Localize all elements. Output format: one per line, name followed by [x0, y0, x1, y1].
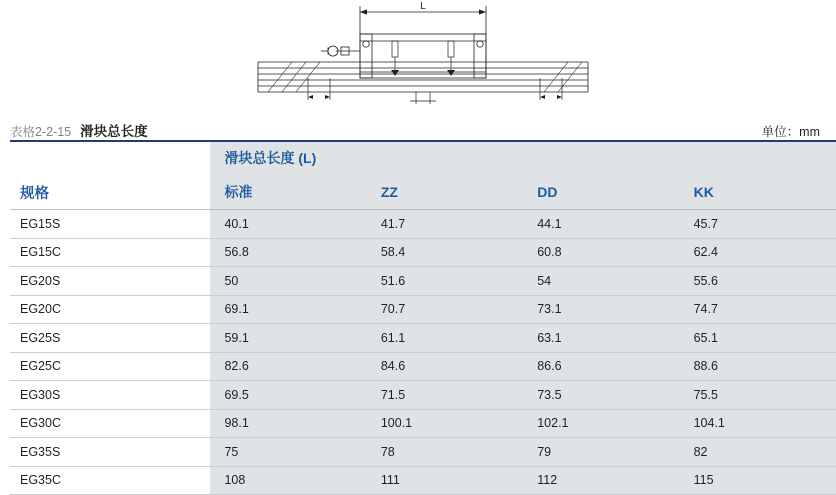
table-row [10, 324, 836, 353]
cell-spec: EG35C [10, 466, 210, 495]
cell-zz: 51.6 [367, 267, 523, 296]
technical-drawing [0, 0, 836, 112]
cell-dd: 73.1 [523, 295, 679, 324]
cell-kk: 104.1 [680, 409, 836, 438]
cell-dd: 63.1 [523, 324, 679, 353]
header-spec: 规格 [10, 175, 210, 210]
table-caption-row [0, 112, 836, 140]
cell-dd: 73.5 [523, 381, 679, 410]
cell-spec: EG25S [10, 324, 210, 353]
header-group-blank [10, 141, 210, 175]
cell-kk: 82 [680, 438, 836, 467]
cell-spec: EG20C [10, 295, 210, 324]
cell-spec: EG30S [10, 381, 210, 410]
cell-kk: 62.4 [680, 238, 836, 267]
cell-spec: EG25C [10, 352, 210, 381]
cell-zz: 70.7 [367, 295, 523, 324]
header-col-standard: 标准 [210, 175, 366, 210]
cell-dd: 44.1 [523, 210, 679, 239]
header-group-length: 滑块总长度 (L) [210, 141, 836, 175]
cell-standard: 69.5 [210, 381, 366, 410]
table-row [10, 210, 836, 239]
table-row [10, 438, 836, 467]
cell-kk: 45.7 [680, 210, 836, 239]
cell-kk: 74.7 [680, 295, 836, 324]
table-title: 滑块总长度 [80, 124, 148, 139]
table-row [10, 466, 836, 495]
cell-dd: 60.8 [523, 238, 679, 267]
table-row [10, 295, 836, 324]
cell-zz: 41.7 [367, 210, 523, 239]
cell-standard: 40.1 [210, 210, 366, 239]
cell-zz: 84.6 [367, 352, 523, 381]
cell-spec: EG35S [10, 438, 210, 467]
cell-standard: 98.1 [210, 409, 366, 438]
cell-standard: 108 [210, 466, 366, 495]
cell-standard: 56.8 [210, 238, 366, 267]
cell-standard: 75 [210, 438, 366, 467]
header-col-kk: KK [680, 175, 836, 210]
cell-zz: 71.5 [367, 381, 523, 410]
cell-dd: 86.6 [523, 352, 679, 381]
table-row [10, 381, 836, 410]
cell-zz: 100.1 [367, 409, 523, 438]
cell-kk: 115 [680, 466, 836, 495]
table-row [10, 267, 836, 296]
cell-zz: 78 [367, 438, 523, 467]
table-row [10, 238, 836, 267]
cell-standard: 82.6 [210, 352, 366, 381]
cell-zz: 58.4 [367, 238, 523, 267]
spec-table [10, 140, 836, 495]
unit-note: 单位：mm [761, 125, 820, 139]
cell-spec: EG15S [10, 210, 210, 239]
cell-zz: 111 [367, 466, 523, 495]
cell-spec: EG30C [10, 409, 210, 438]
cell-dd: 102.1 [523, 409, 679, 438]
cell-spec: EG15C [10, 238, 210, 267]
header-col-dd: DD [523, 175, 679, 210]
cell-zz: 61.1 [367, 324, 523, 353]
cell-standard: 69.1 [210, 295, 366, 324]
cell-kk: 55.6 [680, 267, 836, 296]
cell-kk: 65.1 [680, 324, 836, 353]
table-number: 表格2-2-15 [10, 125, 72, 139]
cell-kk: 88.6 [680, 352, 836, 381]
table-body [10, 210, 836, 495]
cell-standard: 59.1 [210, 324, 366, 353]
header-sub-row [10, 175, 836, 210]
cell-spec: EG20S [10, 267, 210, 296]
cell-dd: 54 [523, 267, 679, 296]
header-col-zz: ZZ [367, 175, 523, 210]
dimension-label-L: L [420, 1, 426, 12]
caption-left [10, 120, 148, 140]
table-header [10, 141, 836, 210]
table-row [10, 352, 836, 381]
table-row [10, 409, 836, 438]
cell-standard: 50 [210, 267, 366, 296]
cell-dd: 79 [523, 438, 679, 467]
cell-dd: 112 [523, 466, 679, 495]
cell-kk: 75.5 [680, 381, 836, 410]
header-group-row [10, 141, 836, 175]
